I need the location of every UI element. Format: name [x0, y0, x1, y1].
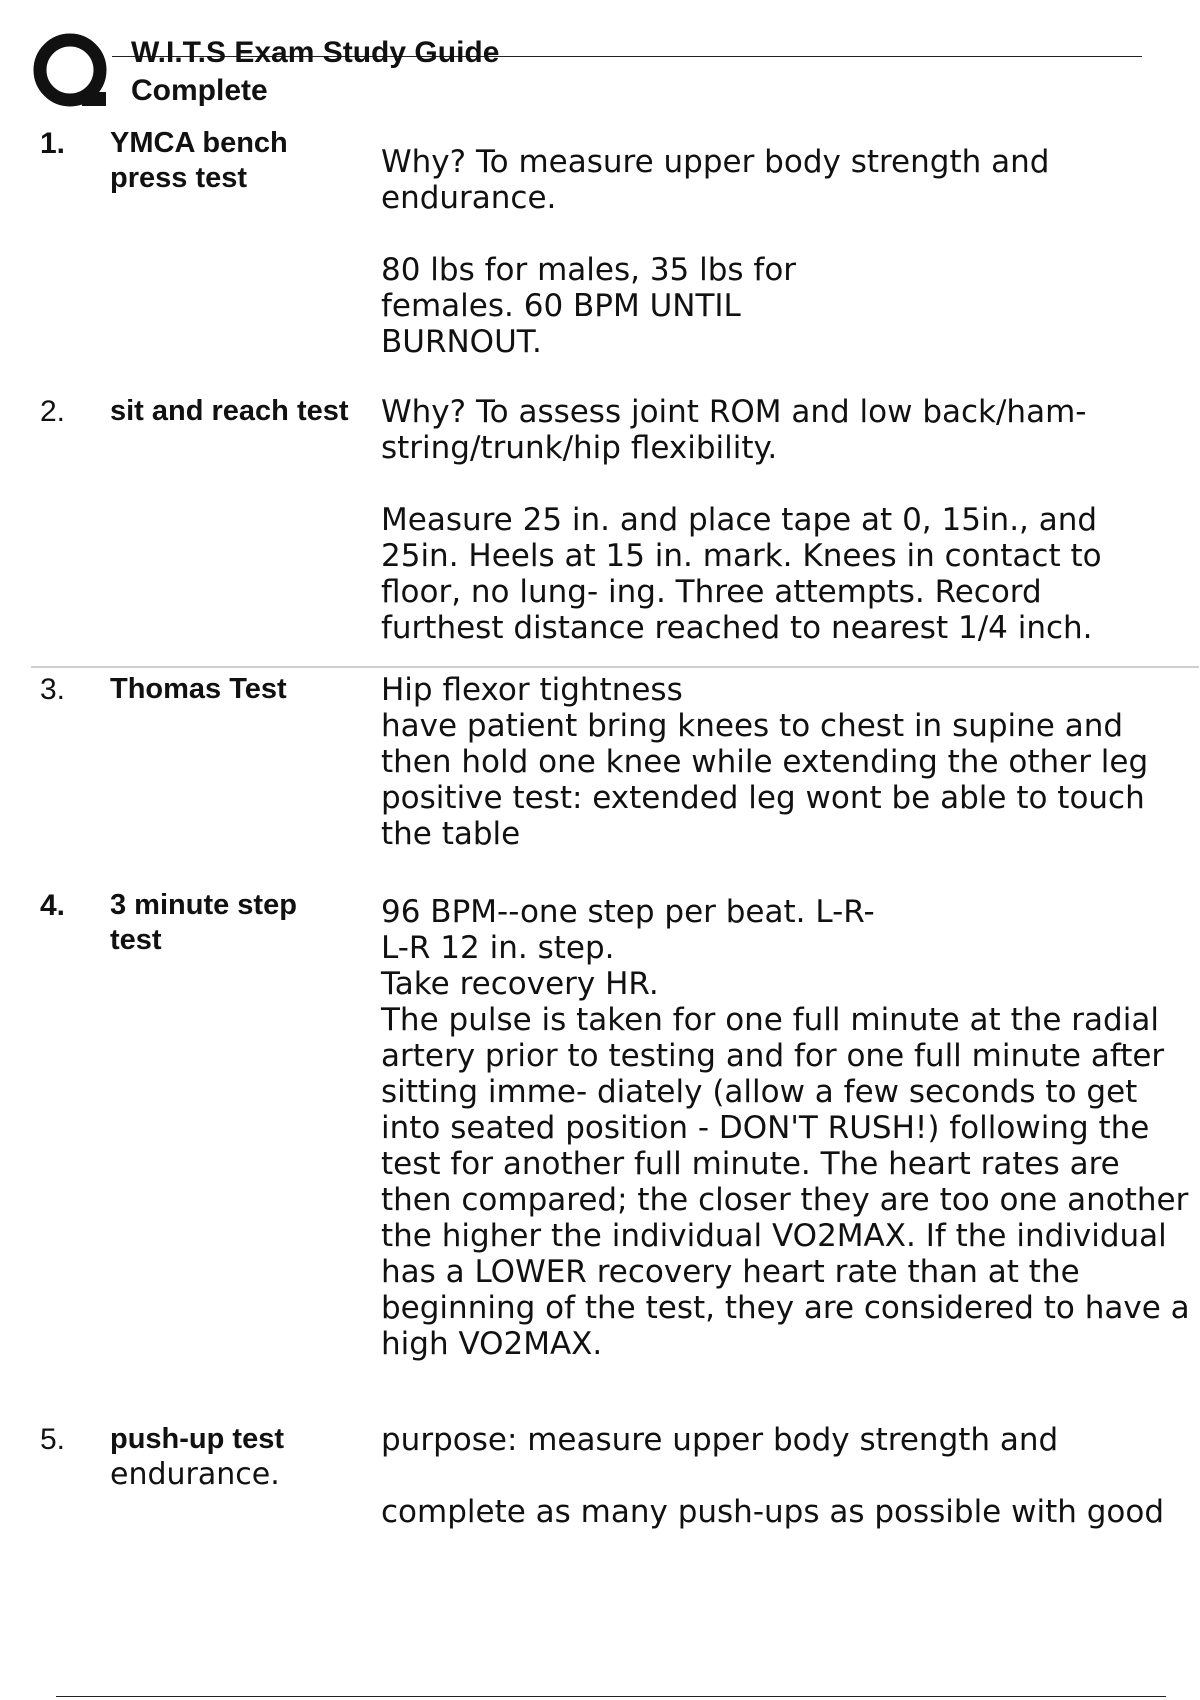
- definition-paragraph: positive test: extended leg wont be able to touch the table: [381, 780, 1145, 852]
- definition-paragraph: Measure 25 in. and place tape at 0, 15in., and 25in. Heels at 15 in. mark. Knees in contact to floor, no lung- ing. Three attempts. Record furthest distance reached to nearest 1/4 inch.: [381, 502, 1102, 646]
- card-term: sit and reach test: [110, 395, 349, 427]
- card-term: [110, 1422, 330, 1492]
- card-number: 5.: [40, 1423, 66, 1456]
- definition-paragraph: have patient bring knees to chest in supine and then hold one knee while extending the other leg: [381, 708, 1149, 780]
- card-number: 3.: [40, 673, 66, 706]
- definition-paragraph: Take recovery HR.: [381, 966, 659, 1002]
- definition-paragraph: Why? To measure upper body strength and endurance.: [381, 144, 1050, 216]
- definition-paragraph: complete as many push-ups as possible with good: [381, 1494, 1165, 1530]
- card-definition: [381, 1422, 1196, 1530]
- card-number: 1.: [40, 127, 66, 160]
- card-number: 4.: [40, 889, 66, 922]
- title-line-1: W.I.T.S Exam Study Guide: [131, 36, 500, 69]
- card-number: 2.: [40, 395, 66, 428]
- card-term-overflow: endurance.: [110, 1457, 280, 1492]
- title-line-2: Complete: [131, 74, 268, 107]
- definition-paragraph: 96 BPM--one step per beat. L-R-: [381, 894, 875, 930]
- document-title: [131, 34, 499, 110]
- card-definition: [381, 672, 1181, 852]
- definition-paragraph: L-R 12 in. step.: [381, 930, 615, 966]
- definition-paragraph: Hip flexor tightness: [381, 672, 683, 708]
- footer-rule: [56, 1696, 1166, 1697]
- definition-paragraph: Why? To assess joint ROM and low back/ham- string/trunk/hip flexibility.: [381, 394, 1087, 466]
- card-term-text: push-up test: [110, 1423, 284, 1455]
- definition-paragraph: purpose: measure upper body strength and: [381, 1422, 1059, 1458]
- card-definition: [381, 394, 1141, 646]
- card-term: YMCA bench press test: [110, 127, 288, 194]
- definition-paragraph: 80 lbs for males, 35 lbs for females. 60 BPM UNTIL BURNOUT.: [381, 252, 797, 360]
- section-divider: [31, 666, 1199, 668]
- card-term: Thomas Test: [110, 673, 287, 705]
- card-definition: [381, 894, 1191, 1362]
- quizlet-q-logo-icon: [32, 32, 112, 112]
- card-term: 3 minute step test: [110, 889, 297, 956]
- card-definition: [381, 144, 1101, 360]
- definition-paragraph: The pulse is taken for one full minute at the radial artery prior to testing and for one full minute after sitting imme- diately (allow a few seconds to get into seated position - DON'T RUSH!) following the test for another full minute. The heart rates are then compared; the closer they are too one another the higher the individual VO2MAX. If the individual has a LOWER recovery heart rate than at the beginning of the test, they are considered to have a high VO2MAX.: [381, 1002, 1190, 1362]
